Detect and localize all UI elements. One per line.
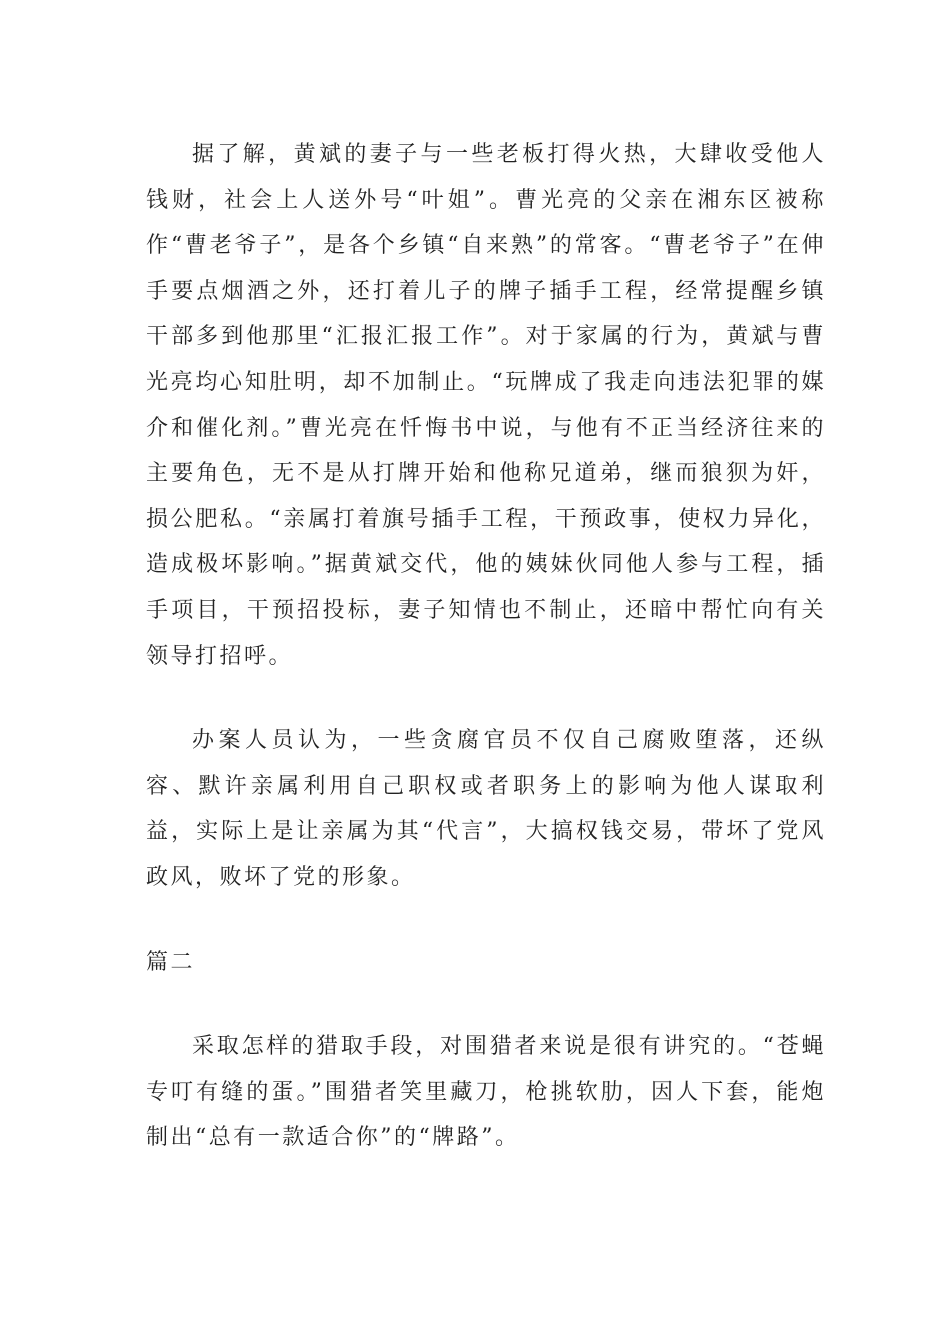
paragraph-investigators-view: 办案人员认为，一些贪腐官员不仅自己腐败堕落，还纵容、默许亲属利用自己职权或者职务上的影响为他人谋取利益，实际上是让亲属为其“代言”，大搞权钱交易，带坏了党风政风，败坏了党的形象。 [146,728,826,890]
document-body [146,132,826,1161]
paragraph-hunting-methods: 采取怎样的猎取手段，对围猎者来说是很有讲究的。“苍蝇专叮有缝的蛋。”围猎者笑里藏刀，枪挑软肋，因人下套，能炮制出“总有一款适合你”的“牌路”。 [146,1034,826,1151]
section-heading: 篇二 [146,949,196,975]
paragraph-family-interference: 据了解，黄斌的妻子与一些老板打得火热，大肆收受他人钱财，社会上人送外号“叶姐”。曹光亮的父亲在湘东区被称作“曹老爷子”，是各个乡镇“自来熟”的常客。“曹老爷子”在伸手要点烟酒之外，还打着儿子的牌子插手工程，经常提醒乡镇干部多到他那里“汇报汇报工作”。对于家属的行为，黄斌与曹光亮均心知肚明，却不加制止。“玩牌成了我走向违法犯罪的媒介和催化剂。”曹光亮在忏悔书中说，与他有不正当经济往来的主要角色，无不是从打牌开始和他称兄道弟，继而狼狈为奸，损公肥私。“亲属打着旗号插手工程，干预政事，使权力异化，造成极坏影响。”据黄斌交代，他的姨妹伙同他人参与工程，插手项目，干预招投标，妻子知情也不制止，还暗中帮忙向有关领导打招呼。 [146,142,826,669]
